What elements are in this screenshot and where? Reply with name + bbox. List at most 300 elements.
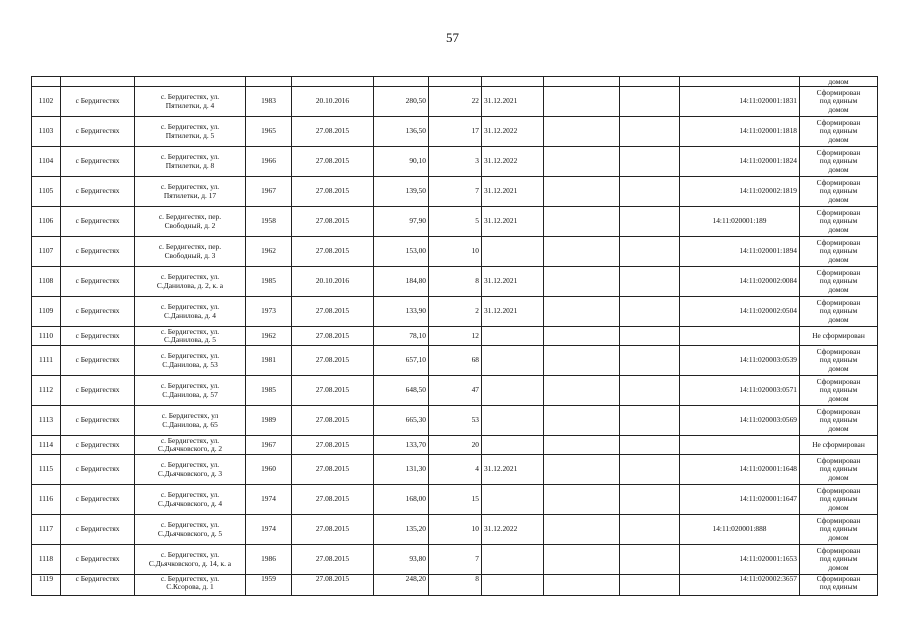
planned-date-cell: 31.12.2021 bbox=[482, 87, 544, 117]
cadastral-number-cell: 14:11:020003:0569 bbox=[680, 406, 800, 436]
empty-cell bbox=[544, 436, 620, 455]
housing-register-table bbox=[31, 76, 878, 596]
empty-cell bbox=[620, 117, 680, 147]
record-number-cell: 1104 bbox=[32, 147, 61, 177]
address-cell bbox=[135, 237, 246, 267]
year-built-cell: 1960 bbox=[246, 455, 292, 485]
land-status-cell-line: Сформирован bbox=[816, 456, 861, 466]
address-cell-line: Свободный, д. 2 bbox=[164, 220, 216, 230]
cadastral-number-cell: 14:11:020001:1818 bbox=[680, 117, 800, 147]
land-status-cell-line: Сформирован bbox=[816, 574, 861, 583]
locality-cell: с Бердигестях bbox=[61, 207, 135, 237]
land-status-cell-line: под единым bbox=[819, 582, 858, 592]
locality-cell: с Бердигестях bbox=[61, 297, 135, 327]
planned-date-cell bbox=[482, 406, 544, 436]
address-cell bbox=[135, 436, 246, 455]
resident-count-cell: 5 bbox=[429, 207, 482, 237]
land-status-cell-line: домом bbox=[828, 284, 849, 294]
locality-cell: с Бердигестях bbox=[61, 515, 135, 545]
empty-cell bbox=[544, 147, 620, 177]
year-built-cell: 1966 bbox=[246, 147, 292, 177]
address-cell bbox=[135, 545, 246, 575]
area-cell: 93,80 bbox=[374, 545, 429, 575]
resident-count-cell: 3 bbox=[429, 147, 482, 177]
empty-cell bbox=[620, 515, 680, 545]
address-cell-line: с. Бердигестях, ул. bbox=[160, 550, 220, 560]
empty-cell bbox=[620, 87, 680, 117]
empty-cell bbox=[544, 177, 620, 207]
date-cell: 27.08.2015 bbox=[292, 346, 374, 376]
area-cell: 280,50 bbox=[374, 87, 429, 117]
planned-date-cell: 31.12.2021 bbox=[482, 267, 544, 297]
land-status-cell-line: домом bbox=[828, 363, 849, 373]
area-cell: 133,90 bbox=[374, 297, 429, 327]
record-number-cell: 1117 bbox=[32, 515, 61, 545]
land-status-cell bbox=[800, 515, 878, 545]
cadastral-number-cell bbox=[680, 327, 800, 346]
area-cell: 168,00 bbox=[374, 485, 429, 515]
land-status-cell-line: домом bbox=[828, 502, 849, 512]
empty-cell bbox=[620, 237, 680, 267]
planned-date-cell bbox=[482, 436, 544, 455]
address-cell-line: Свободный, д. 3 bbox=[164, 250, 216, 260]
record-number-cell: 1114 bbox=[32, 436, 61, 455]
resident-count-cell: 17 bbox=[429, 117, 482, 147]
empty-cell bbox=[544, 267, 620, 297]
table-row bbox=[32, 515, 878, 545]
empty-cell bbox=[544, 545, 620, 575]
date-cell: 27.08.2015 bbox=[292, 177, 374, 207]
address-cell-line: с. Бердигестях, ул. bbox=[160, 122, 220, 132]
land-status-cell-line: домом bbox=[828, 104, 849, 114]
resident-count-cell: 10 bbox=[429, 515, 482, 545]
address-cell-line: С.Данилова, д. 2, к. а bbox=[156, 280, 224, 290]
date-cell: 27.08.2015 bbox=[292, 406, 374, 436]
land-status-cell-line: под единым bbox=[819, 494, 858, 504]
address-cell bbox=[135, 327, 246, 346]
address-cell-line: с. Бердигестях, ул. bbox=[160, 302, 220, 312]
empty-cell bbox=[620, 297, 680, 327]
status-cell: домом bbox=[800, 77, 878, 87]
land-status-cell-line: Сформирован bbox=[816, 178, 861, 188]
record-number-cell: 1103 bbox=[32, 117, 61, 147]
table-row-continuation bbox=[32, 77, 878, 87]
year-built-cell: 1959 bbox=[246, 575, 292, 596]
land-status-cell bbox=[800, 297, 878, 327]
planned-date-cell: 31.12.2022 bbox=[482, 515, 544, 545]
planned-date-cell bbox=[482, 376, 544, 406]
empty-cell bbox=[544, 87, 620, 117]
land-status-cell-line: под единым bbox=[819, 156, 858, 166]
locality-cell: с Бердигестях bbox=[61, 237, 135, 267]
land-status-cell-line: домом bbox=[828, 164, 849, 174]
empty-cell bbox=[544, 346, 620, 376]
year-built-cell: 1989 bbox=[246, 406, 292, 436]
date-cell: 27.08.2015 bbox=[292, 117, 374, 147]
table-row bbox=[32, 346, 878, 376]
resident-count-cell: 20 bbox=[429, 436, 482, 455]
cadastral-number-cell: 14:11:020003:0571 bbox=[680, 376, 800, 406]
date-cell: 27.08.2015 bbox=[292, 207, 374, 237]
record-number-cell: 1112 bbox=[32, 376, 61, 406]
year-built-cell: 1985 bbox=[246, 376, 292, 406]
address-cell bbox=[135, 575, 246, 596]
record-number-cell: 1106 bbox=[32, 207, 61, 237]
empty-cell bbox=[544, 237, 620, 267]
land-status-cell-line: под единым bbox=[819, 385, 858, 395]
planned-date-cell bbox=[482, 545, 544, 575]
land-status-cell-line: Сформирован bbox=[816, 148, 861, 158]
land-status-cell-line: домом bbox=[828, 532, 849, 542]
area-cell: 136,50 bbox=[374, 117, 429, 147]
empty-cell bbox=[544, 485, 620, 515]
address-cell-line: с. Бердигестях, ул. bbox=[160, 152, 220, 162]
resident-count-cell: 12 bbox=[429, 327, 482, 346]
address-cell-line: С.Данилова, д. 53 bbox=[162, 359, 218, 369]
empty-cell bbox=[544, 117, 620, 147]
planned-date-cell: 31.12.2021 bbox=[482, 297, 544, 327]
land-status-cell-line: под единым bbox=[819, 554, 858, 564]
address-cell-line: С.Дьячковского, д. 14, к. а bbox=[148, 558, 232, 568]
address-cell-line: с. Бердигестях, ул. bbox=[160, 460, 220, 470]
empty-cell bbox=[544, 515, 620, 545]
record-number-cell: 1109 bbox=[32, 297, 61, 327]
address-cell-line: С.Данилова, д. 5 bbox=[164, 335, 216, 344]
cadastral-number-cell: 14:11:020002:0084 bbox=[680, 267, 800, 297]
land-status-cell-line: под единым bbox=[819, 306, 858, 316]
area-cell: 135,20 bbox=[374, 515, 429, 545]
planned-date-cell: 31.12.2021 bbox=[482, 207, 544, 237]
land-status-cell-line: Сформирован bbox=[816, 486, 861, 496]
address-cell-line: С.Данилова, д. 57 bbox=[162, 389, 218, 399]
area-cell: 97,90 bbox=[374, 207, 429, 237]
table-row bbox=[32, 177, 878, 207]
area-cell: 657,10 bbox=[374, 346, 429, 376]
resident-count-cell: 47 bbox=[429, 376, 482, 406]
date-cell: 27.08.2015 bbox=[292, 455, 374, 485]
table-row bbox=[32, 545, 878, 575]
locality-cell: с Бердигестях bbox=[61, 346, 135, 376]
land-status-cell bbox=[800, 545, 878, 575]
cadastral-number-cell: 14:11:020002:3657 bbox=[680, 575, 800, 596]
empty-cell bbox=[544, 376, 620, 406]
table-row bbox=[32, 267, 878, 297]
address-cell-line: Пятилетки, д. 8 bbox=[165, 160, 215, 170]
record-number-cell: 1107 bbox=[32, 237, 61, 267]
address-cell-line: с. Бердигестях, ул bbox=[161, 411, 219, 421]
land-status-cell-line: домом bbox=[828, 194, 849, 204]
address-cell bbox=[135, 87, 246, 117]
address-cell-line: с. Бердигестях, ул. bbox=[160, 351, 220, 361]
year-built-cell: 1962 bbox=[246, 237, 292, 267]
year-built-cell: 1958 bbox=[246, 207, 292, 237]
table-row bbox=[32, 297, 878, 327]
locality-cell: с Бердигестях bbox=[61, 545, 135, 575]
land-status-cell-line: домом bbox=[828, 314, 849, 324]
address-cell-line: с. Бердигестях, ул. bbox=[160, 520, 220, 530]
land-status-cell-line: Сформирован bbox=[816, 298, 861, 308]
empty-cell bbox=[544, 406, 620, 436]
planned-date-cell bbox=[482, 237, 544, 267]
area-cell: 248,20 bbox=[374, 575, 429, 596]
address-cell-line: С.Ксорова, д. 1 bbox=[166, 582, 214, 592]
area-cell: 153,00 bbox=[374, 237, 429, 267]
address-cell-line: С.Данилова, д. 65 bbox=[162, 419, 218, 429]
record-number-cell: 1105 bbox=[32, 177, 61, 207]
cadastral-number-cell: 14:11:020001:1647 bbox=[680, 485, 800, 515]
land-status-cell-line: домом bbox=[828, 562, 849, 572]
address-cell-line: с. Бердигестях, ул. bbox=[160, 381, 220, 391]
address-cell bbox=[135, 455, 246, 485]
year-built-cell: 1983 bbox=[246, 87, 292, 117]
area-cell: 665,30 bbox=[374, 406, 429, 436]
land-status-cell-line: Сформирован bbox=[816, 377, 861, 387]
empty-cell bbox=[544, 455, 620, 485]
date-cell: 27.08.2015 bbox=[292, 376, 374, 406]
year-built-cell: 1974 bbox=[246, 485, 292, 515]
year-built-cell: 1986 bbox=[246, 545, 292, 575]
address-cell bbox=[135, 346, 246, 376]
cadastral-number-cell: 14:11:020001:1648 bbox=[680, 455, 800, 485]
land-status-cell-line: под единым bbox=[819, 216, 858, 226]
address-cell-line: С.Дьячковского, д. 4 bbox=[157, 498, 223, 508]
table-row bbox=[32, 406, 878, 436]
area-cell: 184,80 bbox=[374, 267, 429, 297]
record-number-cell: 1115 bbox=[32, 455, 61, 485]
area-cell: 139,50 bbox=[374, 177, 429, 207]
land-status-cell bbox=[800, 575, 878, 596]
empty-cell bbox=[620, 267, 680, 297]
record-number-cell: 1116 bbox=[32, 485, 61, 515]
area-cell: 133,70 bbox=[374, 436, 429, 455]
resident-count-cell: 8 bbox=[429, 575, 482, 596]
land-status-cell-line: под единым bbox=[819, 415, 858, 425]
address-cell-line: с. Бердигестях, ул. bbox=[160, 326, 220, 336]
resident-count-cell: 68 bbox=[429, 346, 482, 376]
cadastral-number-cell: 14:11:020001:1653 bbox=[680, 545, 800, 575]
land-status-cell bbox=[800, 327, 878, 346]
locality-cell: с Бердигестях bbox=[61, 147, 135, 177]
date-cell: 27.08.2015 bbox=[292, 485, 374, 515]
land-status-cell-line: Сформирован bbox=[816, 407, 861, 417]
address-cell-line: С.Дьячковского, д. 2 bbox=[157, 444, 223, 453]
empty-cell bbox=[544, 207, 620, 237]
page-number: 57 bbox=[446, 30, 459, 45]
resident-count-cell: 8 bbox=[429, 267, 482, 297]
land-status-cell bbox=[800, 346, 878, 376]
land-status-cell-line: под единым bbox=[819, 355, 858, 365]
year-built-cell: 1973 bbox=[246, 297, 292, 327]
table-row bbox=[32, 147, 878, 177]
locality-cell: с Бердигестях bbox=[61, 87, 135, 117]
table-row bbox=[32, 87, 878, 117]
year-built-cell: 1981 bbox=[246, 346, 292, 376]
land-status-cell bbox=[800, 406, 878, 436]
address-cell-line: с. Бердигестях, ул. bbox=[160, 272, 220, 282]
address-cell-line: с. Бердигестях, ул. bbox=[160, 574, 220, 583]
land-status-cell-line: Сформирован bbox=[816, 88, 861, 98]
land-status-cell-line: Сформирован bbox=[816, 268, 861, 278]
year-built-cell: 1967 bbox=[246, 177, 292, 207]
table-row bbox=[32, 485, 878, 515]
land-status-cell-line: под единым bbox=[819, 246, 858, 256]
resident-count-cell: 15 bbox=[429, 485, 482, 515]
land-status-cell bbox=[800, 376, 878, 406]
address-cell bbox=[135, 207, 246, 237]
table-row bbox=[32, 327, 878, 346]
date-cell: 20.10.2016 bbox=[292, 267, 374, 297]
address-cell-line: Пятилетки, д. 5 bbox=[165, 130, 215, 140]
address-cell bbox=[135, 485, 246, 515]
land-status-cell bbox=[800, 267, 878, 297]
date-cell: 27.08.2015 bbox=[292, 545, 374, 575]
locality-cell: с Бердигестях bbox=[61, 376, 135, 406]
date-cell: 27.08.2015 bbox=[292, 436, 374, 455]
date-cell: 27.08.2015 bbox=[292, 297, 374, 327]
address-cell bbox=[135, 177, 246, 207]
record-number-cell: 1110 bbox=[32, 327, 61, 346]
cadastral-number-cell: 14:11:020001:1824 bbox=[680, 147, 800, 177]
date-cell: 27.08.2015 bbox=[292, 237, 374, 267]
land-status-cell-line: Не сформирован bbox=[812, 330, 865, 340]
record-number-cell: 1102 bbox=[32, 87, 61, 117]
address-cell-line: с. Бердигестях, ул. bbox=[160, 490, 220, 500]
year-built-cell: 1974 bbox=[246, 515, 292, 545]
land-status-cell-line: домом bbox=[828, 224, 849, 234]
record-number-cell: 1119 bbox=[32, 575, 61, 596]
land-status-cell-line: под единым bbox=[819, 96, 858, 106]
empty-cell bbox=[620, 327, 680, 346]
cadastral-number-cell: 14:11:020001:1831 bbox=[680, 87, 800, 117]
locality-cell: с Бердигестях bbox=[61, 177, 135, 207]
table-row bbox=[32, 455, 878, 485]
resident-count-cell: 7 bbox=[429, 177, 482, 207]
cadastral-number-cell bbox=[680, 436, 800, 455]
address-cell bbox=[135, 297, 246, 327]
locality-cell: с Бердигестях bbox=[61, 575, 135, 596]
cadastral-number-cell: 14:11:020001:1894 bbox=[680, 237, 800, 267]
planned-date-cell: 31.12.2022 bbox=[482, 117, 544, 147]
date-cell: 27.08.2015 bbox=[292, 575, 374, 596]
resident-count-cell: 7 bbox=[429, 545, 482, 575]
planned-date-cell: 31.12.2021 bbox=[482, 455, 544, 485]
empty-cell bbox=[620, 485, 680, 515]
land-status-cell-line: домом bbox=[828, 254, 849, 264]
land-status-cell-line: Сформирован bbox=[816, 546, 861, 556]
address-cell-line: С.Дьячковского, д. 3 bbox=[157, 468, 223, 478]
cadastral-number-cell: 14:11:020001:888 bbox=[680, 515, 800, 545]
cadastral-number-cell: 14:11:020001:189 bbox=[680, 207, 800, 237]
land-status-cell-line: домом bbox=[828, 134, 849, 144]
empty-cell bbox=[620, 575, 680, 596]
table-row bbox=[32, 117, 878, 147]
cadastral-number-cell: 14:11:020002:1819 bbox=[680, 177, 800, 207]
land-status-cell bbox=[800, 207, 878, 237]
record-number-cell: 1111 bbox=[32, 346, 61, 376]
locality-cell: с Бердигестях bbox=[61, 485, 135, 515]
empty-cell bbox=[620, 436, 680, 455]
address-cell-line: с. Бердигестях, пер. bbox=[158, 242, 222, 252]
empty-cell bbox=[544, 575, 620, 596]
address-cell bbox=[135, 515, 246, 545]
area-cell: 90,10 bbox=[374, 147, 429, 177]
table-row bbox=[32, 376, 878, 406]
table-row bbox=[32, 436, 878, 455]
date-cell: 27.08.2015 bbox=[292, 515, 374, 545]
table-row bbox=[32, 237, 878, 267]
planned-date-cell: 31.12.2021 bbox=[482, 177, 544, 207]
land-status-cell bbox=[800, 177, 878, 207]
land-status-cell-line: под единым bbox=[819, 524, 858, 534]
empty-cell bbox=[620, 406, 680, 436]
resident-count-cell: 2 bbox=[429, 297, 482, 327]
empty-cell bbox=[620, 207, 680, 237]
address-cell-line: С.Дьячковского, д. 5 bbox=[157, 528, 223, 538]
empty-cell bbox=[620, 177, 680, 207]
land-status-cell bbox=[800, 117, 878, 147]
date-cell: 27.08.2015 bbox=[292, 147, 374, 177]
locality-cell: с Бердигестях bbox=[61, 327, 135, 346]
year-built-cell: 1967 bbox=[246, 436, 292, 455]
locality-cell: с Бердигестях bbox=[61, 267, 135, 297]
area-cell: 131,30 bbox=[374, 455, 429, 485]
land-status-cell-line: под единым bbox=[819, 464, 858, 474]
land-status-cell bbox=[800, 147, 878, 177]
land-status-cell-line: под единым bbox=[819, 186, 858, 196]
land-status-cell-line: под единым bbox=[819, 126, 858, 136]
empty-cell bbox=[620, 455, 680, 485]
resident-count-cell: 22 bbox=[429, 87, 482, 117]
area-cell: 648,50 bbox=[374, 376, 429, 406]
land-status-cell-line: домом bbox=[828, 393, 849, 403]
date-cell: 20.10.2016 bbox=[292, 87, 374, 117]
land-status-cell-line: домом bbox=[828, 423, 849, 433]
address-cell bbox=[135, 117, 246, 147]
planned-date-cell bbox=[482, 485, 544, 515]
address-cell-line: с. Бердигестях, пер. bbox=[158, 212, 222, 222]
locality-cell: с Бердигестях bbox=[61, 117, 135, 147]
planned-date-cell bbox=[482, 346, 544, 376]
resident-count-cell: 4 bbox=[429, 455, 482, 485]
area-cell: 78,10 bbox=[374, 327, 429, 346]
planned-date-cell bbox=[482, 327, 544, 346]
resident-count-cell: 53 bbox=[429, 406, 482, 436]
record-number-cell: 1108 bbox=[32, 267, 61, 297]
date-cell: 27.08.2015 bbox=[292, 327, 374, 346]
land-status-cell bbox=[800, 436, 878, 455]
land-status-cell-line: Сформирован bbox=[816, 238, 861, 248]
land-status-cell-line: Сформирован bbox=[816, 118, 861, 128]
land-status-cell-line: Сформирован bbox=[816, 208, 861, 218]
empty-cell bbox=[544, 297, 620, 327]
land-status-cell-line: Сформирован bbox=[816, 347, 861, 357]
year-built-cell: 1965 bbox=[246, 117, 292, 147]
locality-cell: с Бердигестях bbox=[61, 406, 135, 436]
address-cell bbox=[135, 147, 246, 177]
planned-date-cell bbox=[482, 575, 544, 596]
address-cell-line: Пятилетки, д. 4 bbox=[165, 100, 215, 110]
land-status-cell bbox=[800, 485, 878, 515]
locality-cell: с Бердигестях bbox=[61, 436, 135, 455]
resident-count-cell: 10 bbox=[429, 237, 482, 267]
land-status-cell-line: под единым bbox=[819, 276, 858, 286]
address-cell bbox=[135, 376, 246, 406]
land-status-cell bbox=[800, 237, 878, 267]
land-status-cell-line: Сформирован bbox=[816, 516, 861, 526]
land-status-cell-line: Не сформирован bbox=[812, 439, 865, 449]
cadastral-number-cell: 14:11:020003:0539 bbox=[680, 346, 800, 376]
address-cell-line: Пятилетки, д. 17 bbox=[163, 190, 217, 200]
